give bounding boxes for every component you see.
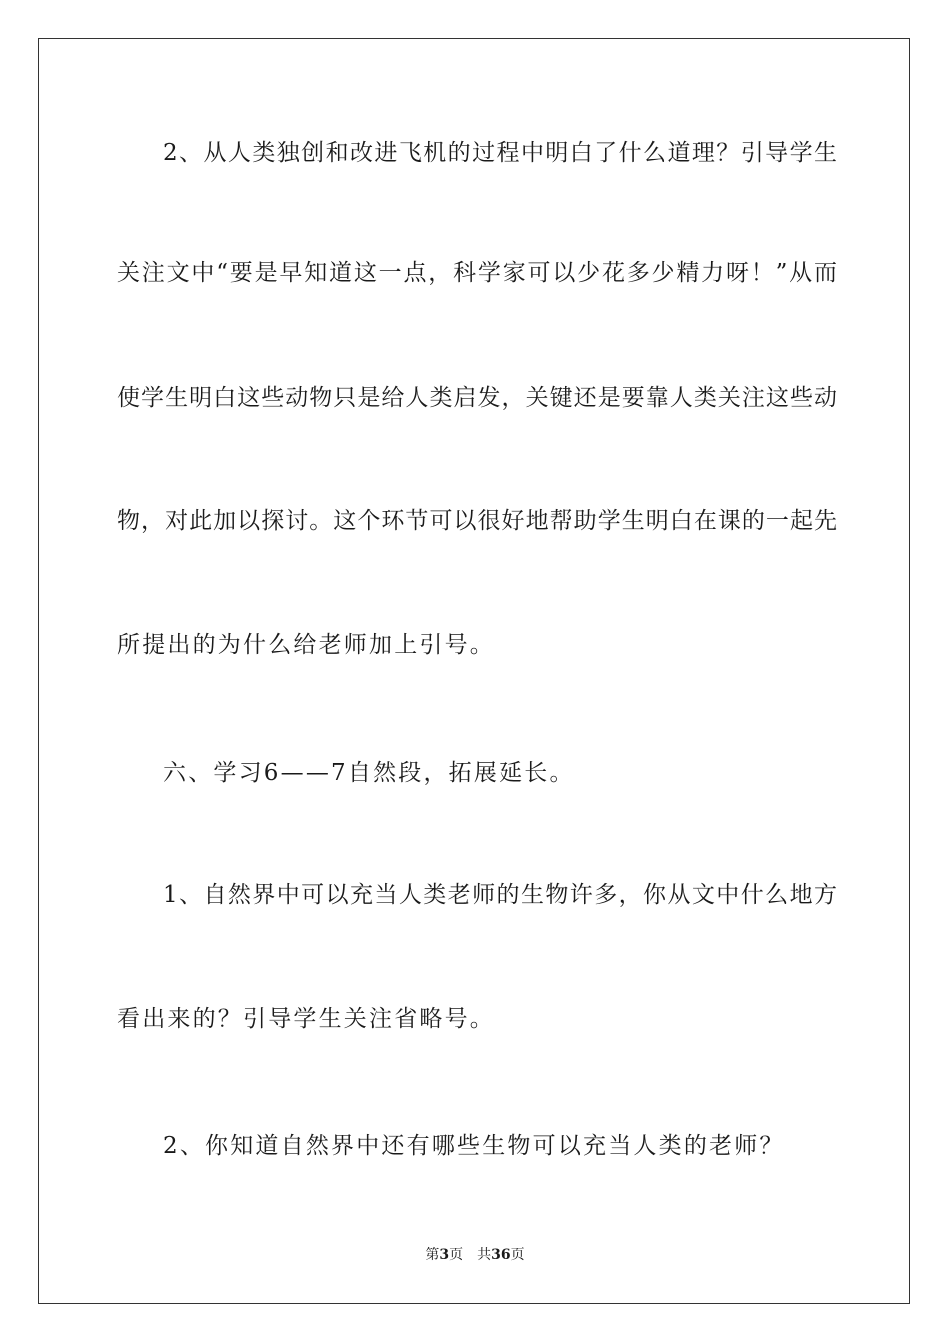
page-number: 3 <box>439 1247 450 1263</box>
total-prefix: 共 <box>477 1247 492 1263</box>
paragraph-1-line-2: 关注文中“要是早知道这一点，科学家可以少花多少精力呀！”从而 <box>117 260 837 286</box>
paragraph-4-line-1: 2、你知道自然界中还有哪些生物可以充当人类的老师？ <box>163 1133 785 1159</box>
paragraph-1-line-3: 使学生明白这些动物只是给人类启发，关键还是要靠人类关注这些动 <box>117 385 837 411</box>
total-pages: 36 <box>491 1247 511 1263</box>
page-border <box>38 38 910 1304</box>
paragraph-1-line-1: 2、从人类独创和改进飞机的过程中明白了什么道理？引导学生 <box>163 140 837 166</box>
total-suffix: 页 <box>510 1247 525 1263</box>
page-prefix: 第 <box>425 1247 440 1263</box>
paragraph-3-line-1: 1、自然界中可以充当人类老师的生物许多，你从文中什么地方 <box>163 882 837 908</box>
section-heading-6: 六、学习6——7自然段，拓展延长。 <box>163 760 575 786</box>
paragraph-1-line-5: 所提出的为什么给老师加上引号。 <box>117 632 495 658</box>
page-suffix: 页 <box>449 1247 464 1263</box>
paragraph-3-line-2: 看出来的？引导学生关注省略号。 <box>117 1006 495 1032</box>
paragraph-1-line-4: 物，对此加以探讨。这个环节可以很好地帮助学生明白在课的一起先 <box>117 508 837 534</box>
page-footer <box>0 1246 950 1264</box>
